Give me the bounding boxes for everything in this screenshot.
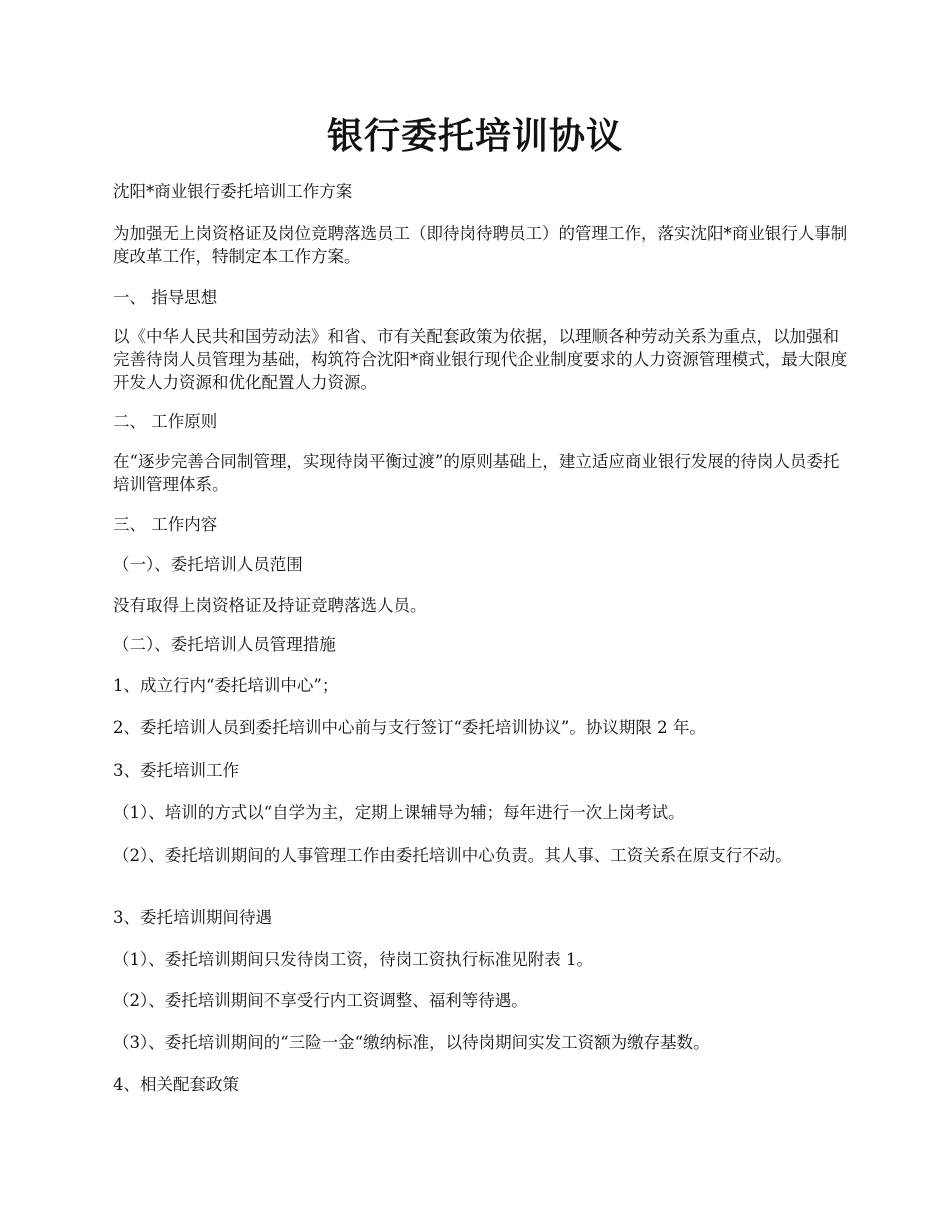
sub-heading: （二）、委托培训人员管理措施 <box>113 635 336 654</box>
list-item: 3、委托培训工作 <box>113 761 239 780</box>
list-item: 2、委托培训人员到委托培训中心前与支行签订“委托培训协议”。协议期限 2 年。 <box>113 718 706 737</box>
section-heading: 二、 工作原则 <box>113 412 218 431</box>
list-item: 3、委托培训期间待遇 <box>113 908 272 927</box>
list-item: 4、相关配套政策 <box>113 1075 239 1094</box>
section-heading: 一、 指导思想 <box>113 288 218 307</box>
list-item: （1）、委托培训期间只发待岗工资，待岗工资执行标准见附表 1。 <box>113 950 593 969</box>
list-item: 1、成立行内“委托培训中心”； <box>113 676 339 695</box>
section-heading: 三、 工作内容 <box>113 515 218 534</box>
paragraph: 以《中华人民共和国劳动法》和省、市有关配套政策为依据，以理顺各种劳动关系为重点，以加强和完善待岗人员管理为基础，构筑符合沈阳*商业银行现代企业制度要求的人力资源管理模式，最大限度开发人力资源和优化配置人力资源。 <box>113 327 848 392</box>
list-item: （2）、委托培训期间不享受行内工资调整、福利等待遇。 <box>113 991 528 1010</box>
list-item: （3）、委托培训期间的“三险一金“缴纳标准，以待岗期间实发工资额为缴存基数。 <box>113 1033 710 1052</box>
sub-heading: （一）、委托培训人员范围 <box>113 555 303 574</box>
paragraph: 为加强无上岗资格证及岗位竞聘落选员工（即待岗待聘员工）的管理工作，落实沈阳*商业银行人事制度改革工作，特制定本工作方案。 <box>113 224 848 266</box>
document-title: 银行委托培训协议 <box>326 115 623 157</box>
list-item: （1）、培训的方式以“自学为主，定期上课辅导为辅；每年进行一次上岗考试。 <box>113 803 685 822</box>
paragraph: 没有取得上岗资格证及持证竞聘落选人员。 <box>113 596 427 615</box>
paragraph: 在“逐步完善合同制管理，实现待岗平衡过渡”的原则基础上，建立适应商业银行发展的待岗人员委托培训管理体系。 <box>113 452 840 494</box>
paragraph: 沈阳*商业银行委托培训工作方案 <box>113 182 353 201</box>
list-item: （2）、委托培训期间的人事管理工作由委托培训中心负责。其人事、工资关系在原支行不动。 <box>113 846 792 865</box>
